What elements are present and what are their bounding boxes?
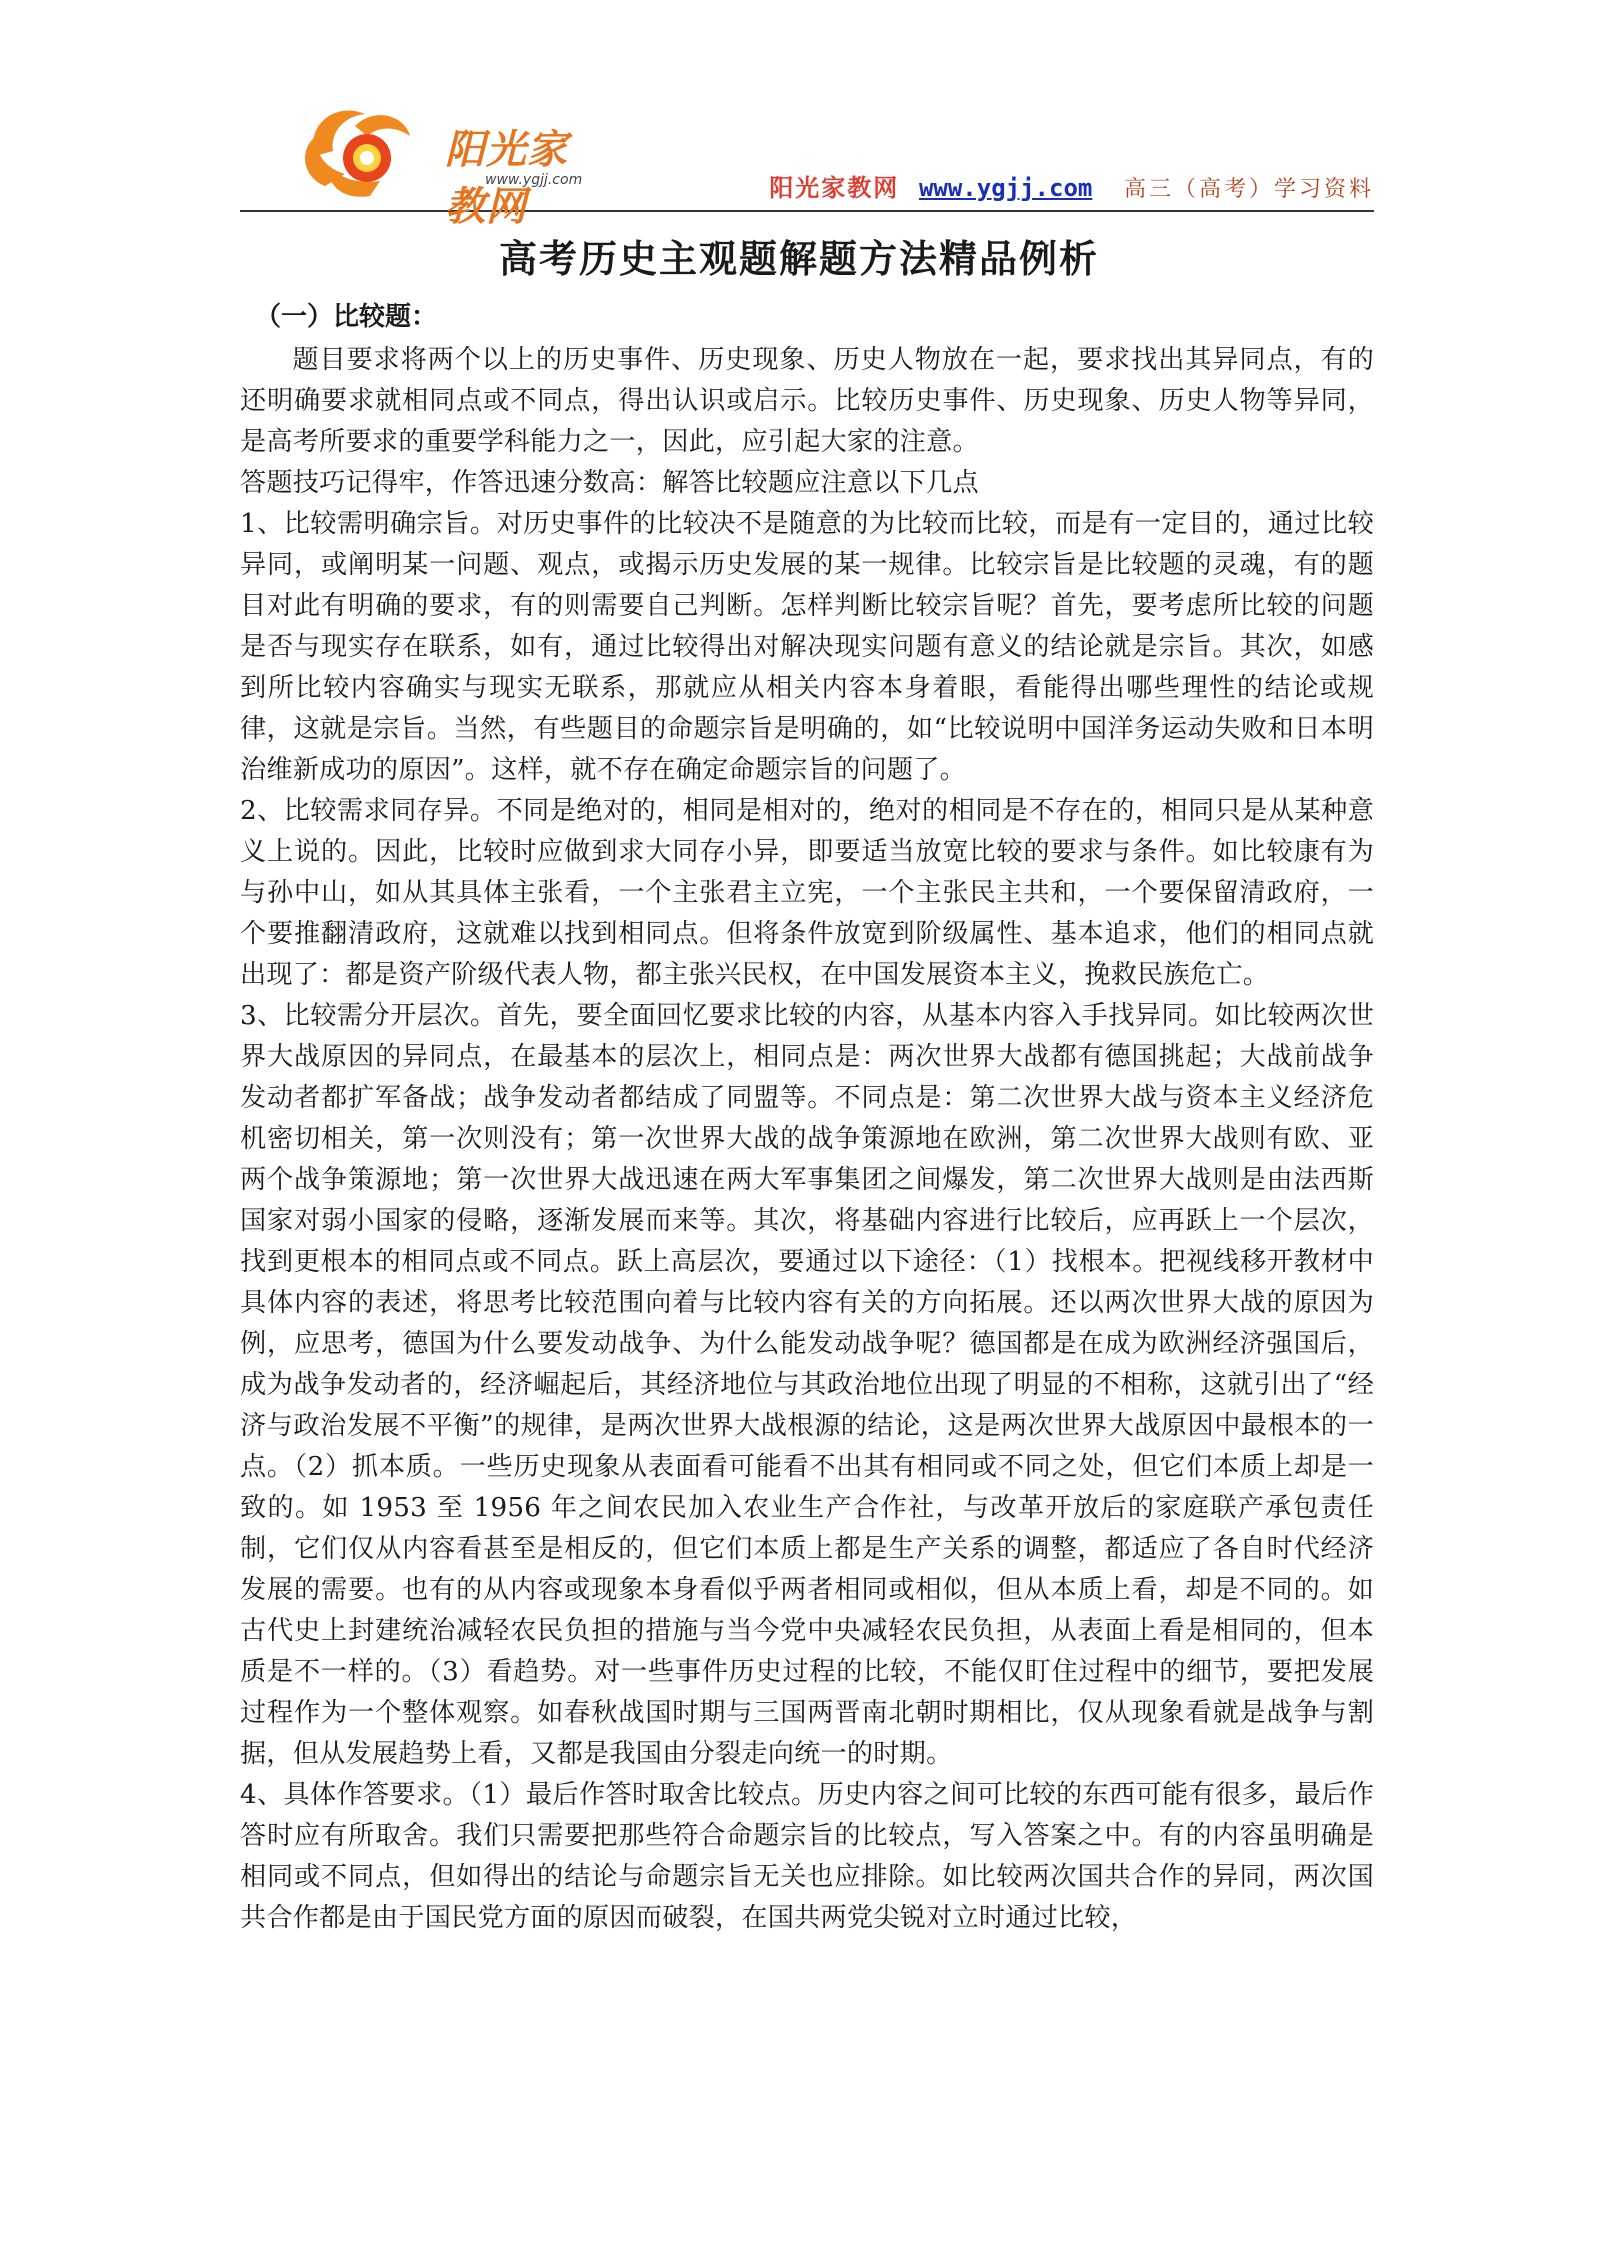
paragraph-point-4: 4、具体作答要求。（1）最后作答时取舍比较点。历史内容之间可比较的东西可能有很多，最后作答时应有所取舍。我们只需要把那些符合命题宗旨的比较点，写入答案之中。有的内容虽明确是相同或不同点，但如得出的结论与命题宗旨无关也应排除。如比较两次国共合作的异同，两次国共合作都是由于国民党方面的原因而破裂，在国共两党尖锐对立时通过比较， (240, 1780, 1374, 1933)
paragraph-intro: 题目要求将两个以上的历史事件、历史现象、历史人物放在一起，要求找出其异同点，有的还明确要求就相同点或不同点，得出认识或启示。比较历史事件、历史现象、历史人物等异同，是高考所要求的重要学科能力之一，因此，应引起大家的注意。 (240, 345, 1374, 457)
section-heading: （一）比较题： (255, 302, 438, 332)
document-title: 高考历史主观题解题方法精品例析 (498, 236, 1099, 281)
page-header (240, 96, 1374, 230)
site-name: 阳光家教网 (769, 173, 900, 202)
header-info (769, 168, 1374, 203)
paragraph-point-1: 1、比较需明确宗旨。对历史事件的比较决不是随意的为比较而比较，而是有一定目的，通过比较异同，或阐明某一问题、观点，或揭示历史发展的某一规律。比较宗旨是比较题的灵魂，有的题目对此有明确的要求，有的则需要自己判断。怎样判断比较宗旨呢？首先，要考虑所比较的问题是否与现实存在联系，如有，通过比较得出对解决现实问题有意义的结论就是宗旨。其次，如感到所比较内容确实与现实无联系，那就应从相关内容本身着眼，看能得出哪些理性的结论或规律，这就是宗旨。当然，有些题目的命题宗旨是明确的，如“比较说明中国洋务运动失败和日本明治维新成功的原因”。这样，就不存在确定命题宗旨的问题了。 (240, 509, 1374, 785)
logo-url: www.ygjj.com (485, 172, 583, 188)
site-logo[interactable] (295, 96, 595, 230)
paragraph-tips: 答题技巧记得牢，作答迅速分数高：解答比较题应注意以下几点 (240, 468, 979, 498)
document-body (240, 340, 1374, 1939)
tagline: 高三（高考）学习资料 (1123, 177, 1374, 202)
paragraph-point-3: 3、比较需分开层次。首先，要全面回忆要求比较的内容，从基本内容入手找异同。如比较两次世界大战原因的异同点，在最基本的层次上，相同点是：两次世界大战都有德国挑起；大战前战争发动者都扩军备战；战争发动者都结成了同盟等。不同点是：第二次世界大战与资本主义经济危机密切相关，第一次则没有；第一次世界大战的战争策源地在欧洲，第二次世界大战则有欧、亚两个战争策源地；第一次世界大战迅速在两大军事集团之间爆发，第二次世界大战则是由法西斯国家对弱小国家的侵略，逐渐发展而来等。其次，将基础内容进行比较后，应再跃上一个层次，找到更根本的相同点或不同点。跃上高层次，要通过以下途径：（1）找根本。把视线移开教材中具体内容的表述，将思考比较范围向着与比较内容有关的方向拓展。还以两次世界大战的原因为例，应思考，德国为什么要发动战争、为什么能发动战争呢？德国都是在成为欧洲经济强国后，成为战争发动者的，经济崛起后，其经济地位与其政治地位出现了明显的不相称，这就引出了“经济与政治发展不平衡”的规律，是两次世界大战根源的结论，这是两次世界大战原因中最根本的一点。（2）抓本质。一些历史现象从表面看可能看不出其有相同或不同之处，但它们本质上却是一致的。如 1953 至 1956 年之间农民加入农业生产合作社，与改革开放后的家庭联产承包责任制，它们仅从内容看甚至是相反的，但它们本质上都是生产关系的调整，都适应了各自时代经济发展的需要。也有的从内容或现象本身看似乎两者相同或相似，但从本质上看，却是不同的。如古代史上封建统治减轻农民负担的措施与当今党中央减轻农民负担，从表面上看是相同的，但本质是不一样的。（3）看趋势。对一些事件历史过程的比较，不能仅盯住过程中的细节，要把发展过程作为一个整体观察。如春秋战国时期与三国两晋南北朝时期相比，仅从现象看就是战争与割据，但从发展趋势上看，又都是我国由分裂走向统一的时期。 (240, 1001, 1374, 1769)
logo-text: 阳光家教网 (445, 127, 568, 230)
paragraph-point-2: 2、比较需求同存异。不同是绝对的，相同是相对的，绝对的相同是不存在的，相同只是从某种意义上说的。因此，比较时应做到求大同存小异，即要适当放宽比较的要求与条件。如比较康有为与孙中山，如从其具体主张看，一个主张君主立宪，一个主张民主共和，一个要保留清政府，一个要推翻清政府，这就难以找到相同点。但将条件放宽到阶级属性、基本追求，他们的相同点就出现了：都是资产阶级代表人物，都主张兴民权，在中国发展资本主义，挽救民族危亡。 (240, 796, 1374, 990)
sun-logo-icon (295, 96, 445, 206)
site-url-link[interactable]: www.ygjj.com (918, 174, 1093, 202)
